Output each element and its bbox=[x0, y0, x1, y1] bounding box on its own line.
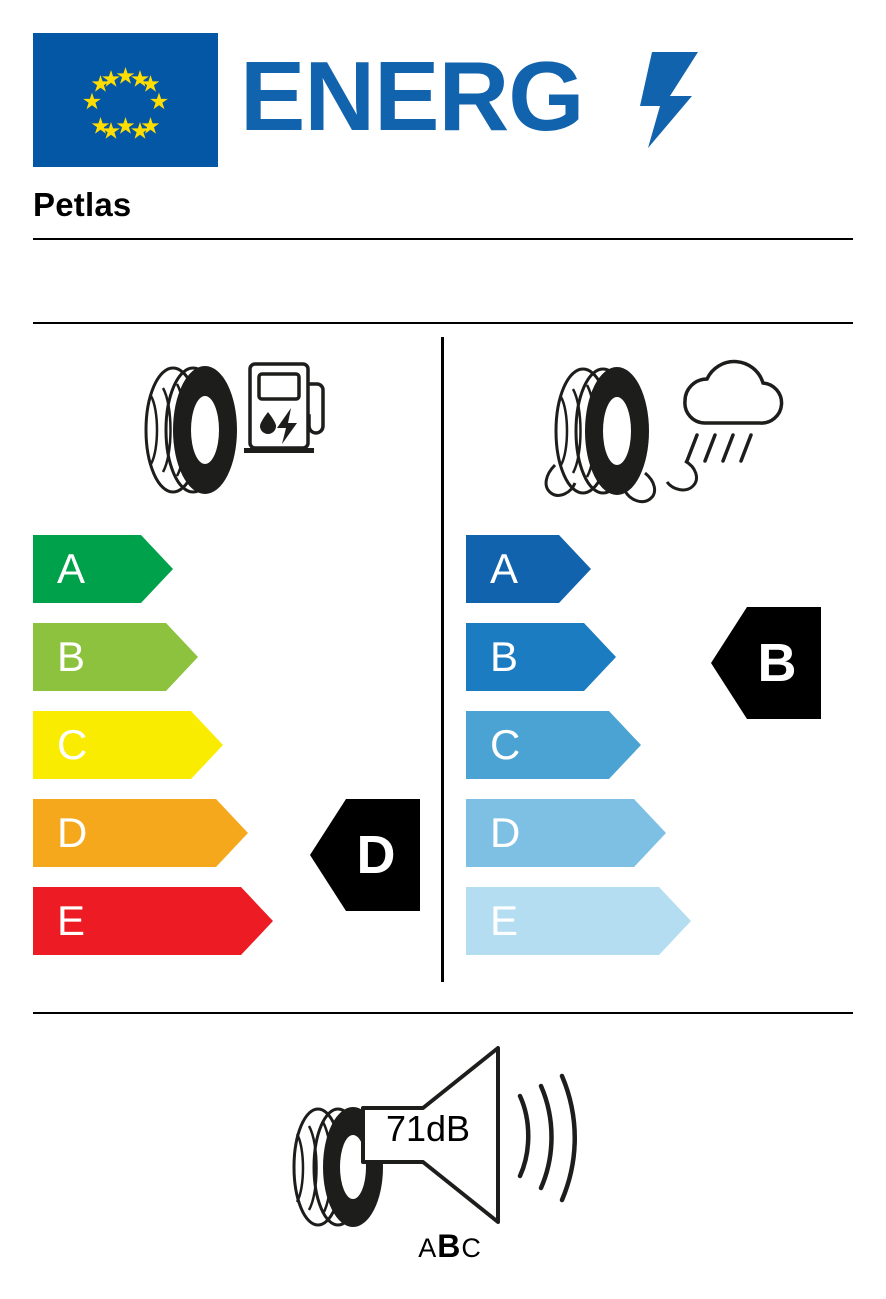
divider-second bbox=[33, 322, 853, 324]
fuel-grade-b bbox=[33, 623, 198, 691]
fuel-grade-c bbox=[33, 711, 223, 779]
fuel-grade-a-arrow bbox=[33, 535, 173, 603]
wet-grade-e bbox=[466, 887, 691, 955]
eu-flag-icon bbox=[33, 33, 218, 167]
energy-wordmark-text: ENERG bbox=[240, 48, 584, 151]
wet-result-letter: B bbox=[757, 633, 797, 693]
fuel-grade-d-letter: D bbox=[57, 809, 88, 856]
fuel-grade-a-letter: A bbox=[57, 545, 86, 592]
wet-grade-c-letter: C bbox=[490, 721, 521, 768]
noise-value: 71dB bbox=[385, 1108, 471, 1149]
noise-class-a: A bbox=[418, 1233, 438, 1263]
fuel-grade-e-letter: E bbox=[57, 897, 86, 944]
wet-grade-d bbox=[466, 799, 666, 867]
fuel-grade-a bbox=[33, 535, 173, 603]
wet-grade-a-arrow bbox=[466, 535, 591, 603]
noise-class-c: C bbox=[461, 1233, 482, 1263]
brand-name: Petlas bbox=[33, 186, 132, 223]
divider-bottom bbox=[33, 1012, 853, 1014]
fuel-grade-b-letter: B bbox=[57, 633, 86, 680]
energy-wordmark bbox=[240, 48, 710, 152]
noise-class-current: B bbox=[437, 1228, 462, 1264]
wet-grade-b-letter: B bbox=[490, 633, 519, 680]
wet-grade-b bbox=[466, 623, 616, 691]
wet-grade-a-letter: A bbox=[490, 545, 519, 592]
wet-grade-c bbox=[466, 711, 641, 779]
wet-grade-a bbox=[466, 535, 591, 603]
fuel-result-letter: D bbox=[356, 825, 396, 885]
fuel-grade-c-letter: C bbox=[57, 721, 88, 768]
tyre-fuel-pump-icon bbox=[125, 348, 325, 518]
fuel-grade-e bbox=[33, 887, 273, 955]
fuel-grade-d bbox=[33, 799, 248, 867]
tyre-rain-cloud-icon bbox=[525, 345, 800, 520]
wet-grade-e-letter: E bbox=[490, 897, 519, 944]
noise-class-scale bbox=[380, 1228, 520, 1265]
fuel-result-badge bbox=[310, 799, 420, 911]
wet-result-badge bbox=[711, 607, 821, 719]
wet-grade-d-letter: D bbox=[490, 809, 521, 856]
wet-grade-b-arrow bbox=[466, 623, 616, 691]
divider-top bbox=[33, 238, 853, 240]
divider-vertical bbox=[441, 337, 444, 982]
